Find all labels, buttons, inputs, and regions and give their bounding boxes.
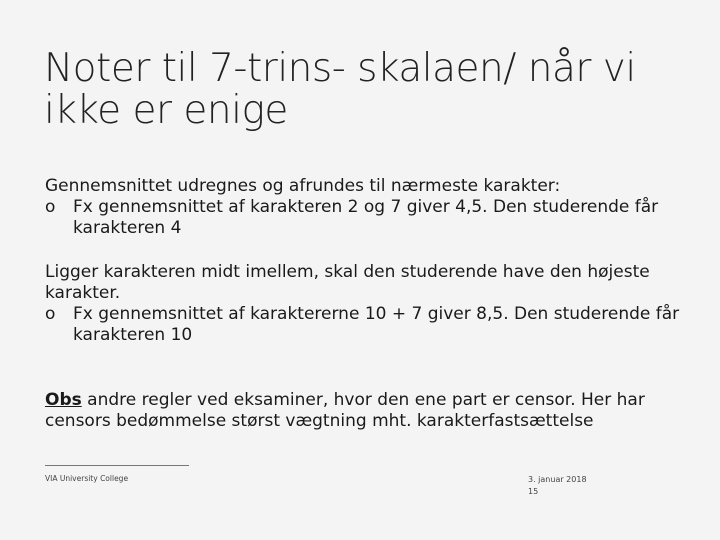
footer-meta <box>528 474 587 498</box>
midpoint-rule-text: Ligger karakteren midt imellem, skal den studerende have den højeste karakter. <box>45 262 650 303</box>
midpoint-example-bullet <box>45 304 685 346</box>
midpoint-example-text: Fx gennemsnittet af karaktererne 10 + 7 giver 8,5. Den studerende får karakteren 10 <box>73 304 680 345</box>
rounding-rule-text: Gennemsnittet udregnes og afrundes til nærmeste karakter: <box>45 176 561 196</box>
censor-note <box>45 390 685 432</box>
slide-title <box>44 48 684 132</box>
footer-date: 3. januar 2018 <box>528 475 587 484</box>
rounding-example-text: Fx gennemsnittet af karakteren 2 og 7 giver 4,5. Den studerende får karakteren 4 <box>73 197 659 238</box>
slide-title-line-2: ikke er enige <box>44 88 288 133</box>
rounding-example-bullet <box>45 197 685 239</box>
footer-divider <box>45 465 189 466</box>
bullet-marker: o <box>45 304 56 324</box>
slide-title-line-1: Noter til 7-trins- skalaen/ når vi <box>44 46 636 91</box>
bullet-marker: o <box>45 197 56 217</box>
censor-note-text: andre regler ved eksaminer, hvor den ene part er censor. Her har censors bedømmelse størst vægtning mht. karakterfastsættelse <box>45 390 645 431</box>
footer-organization: VIA University College <box>45 474 129 483</box>
slide-body <box>45 176 685 432</box>
obs-label: Obs <box>45 390 82 410</box>
page-number: 15 <box>528 487 539 496</box>
